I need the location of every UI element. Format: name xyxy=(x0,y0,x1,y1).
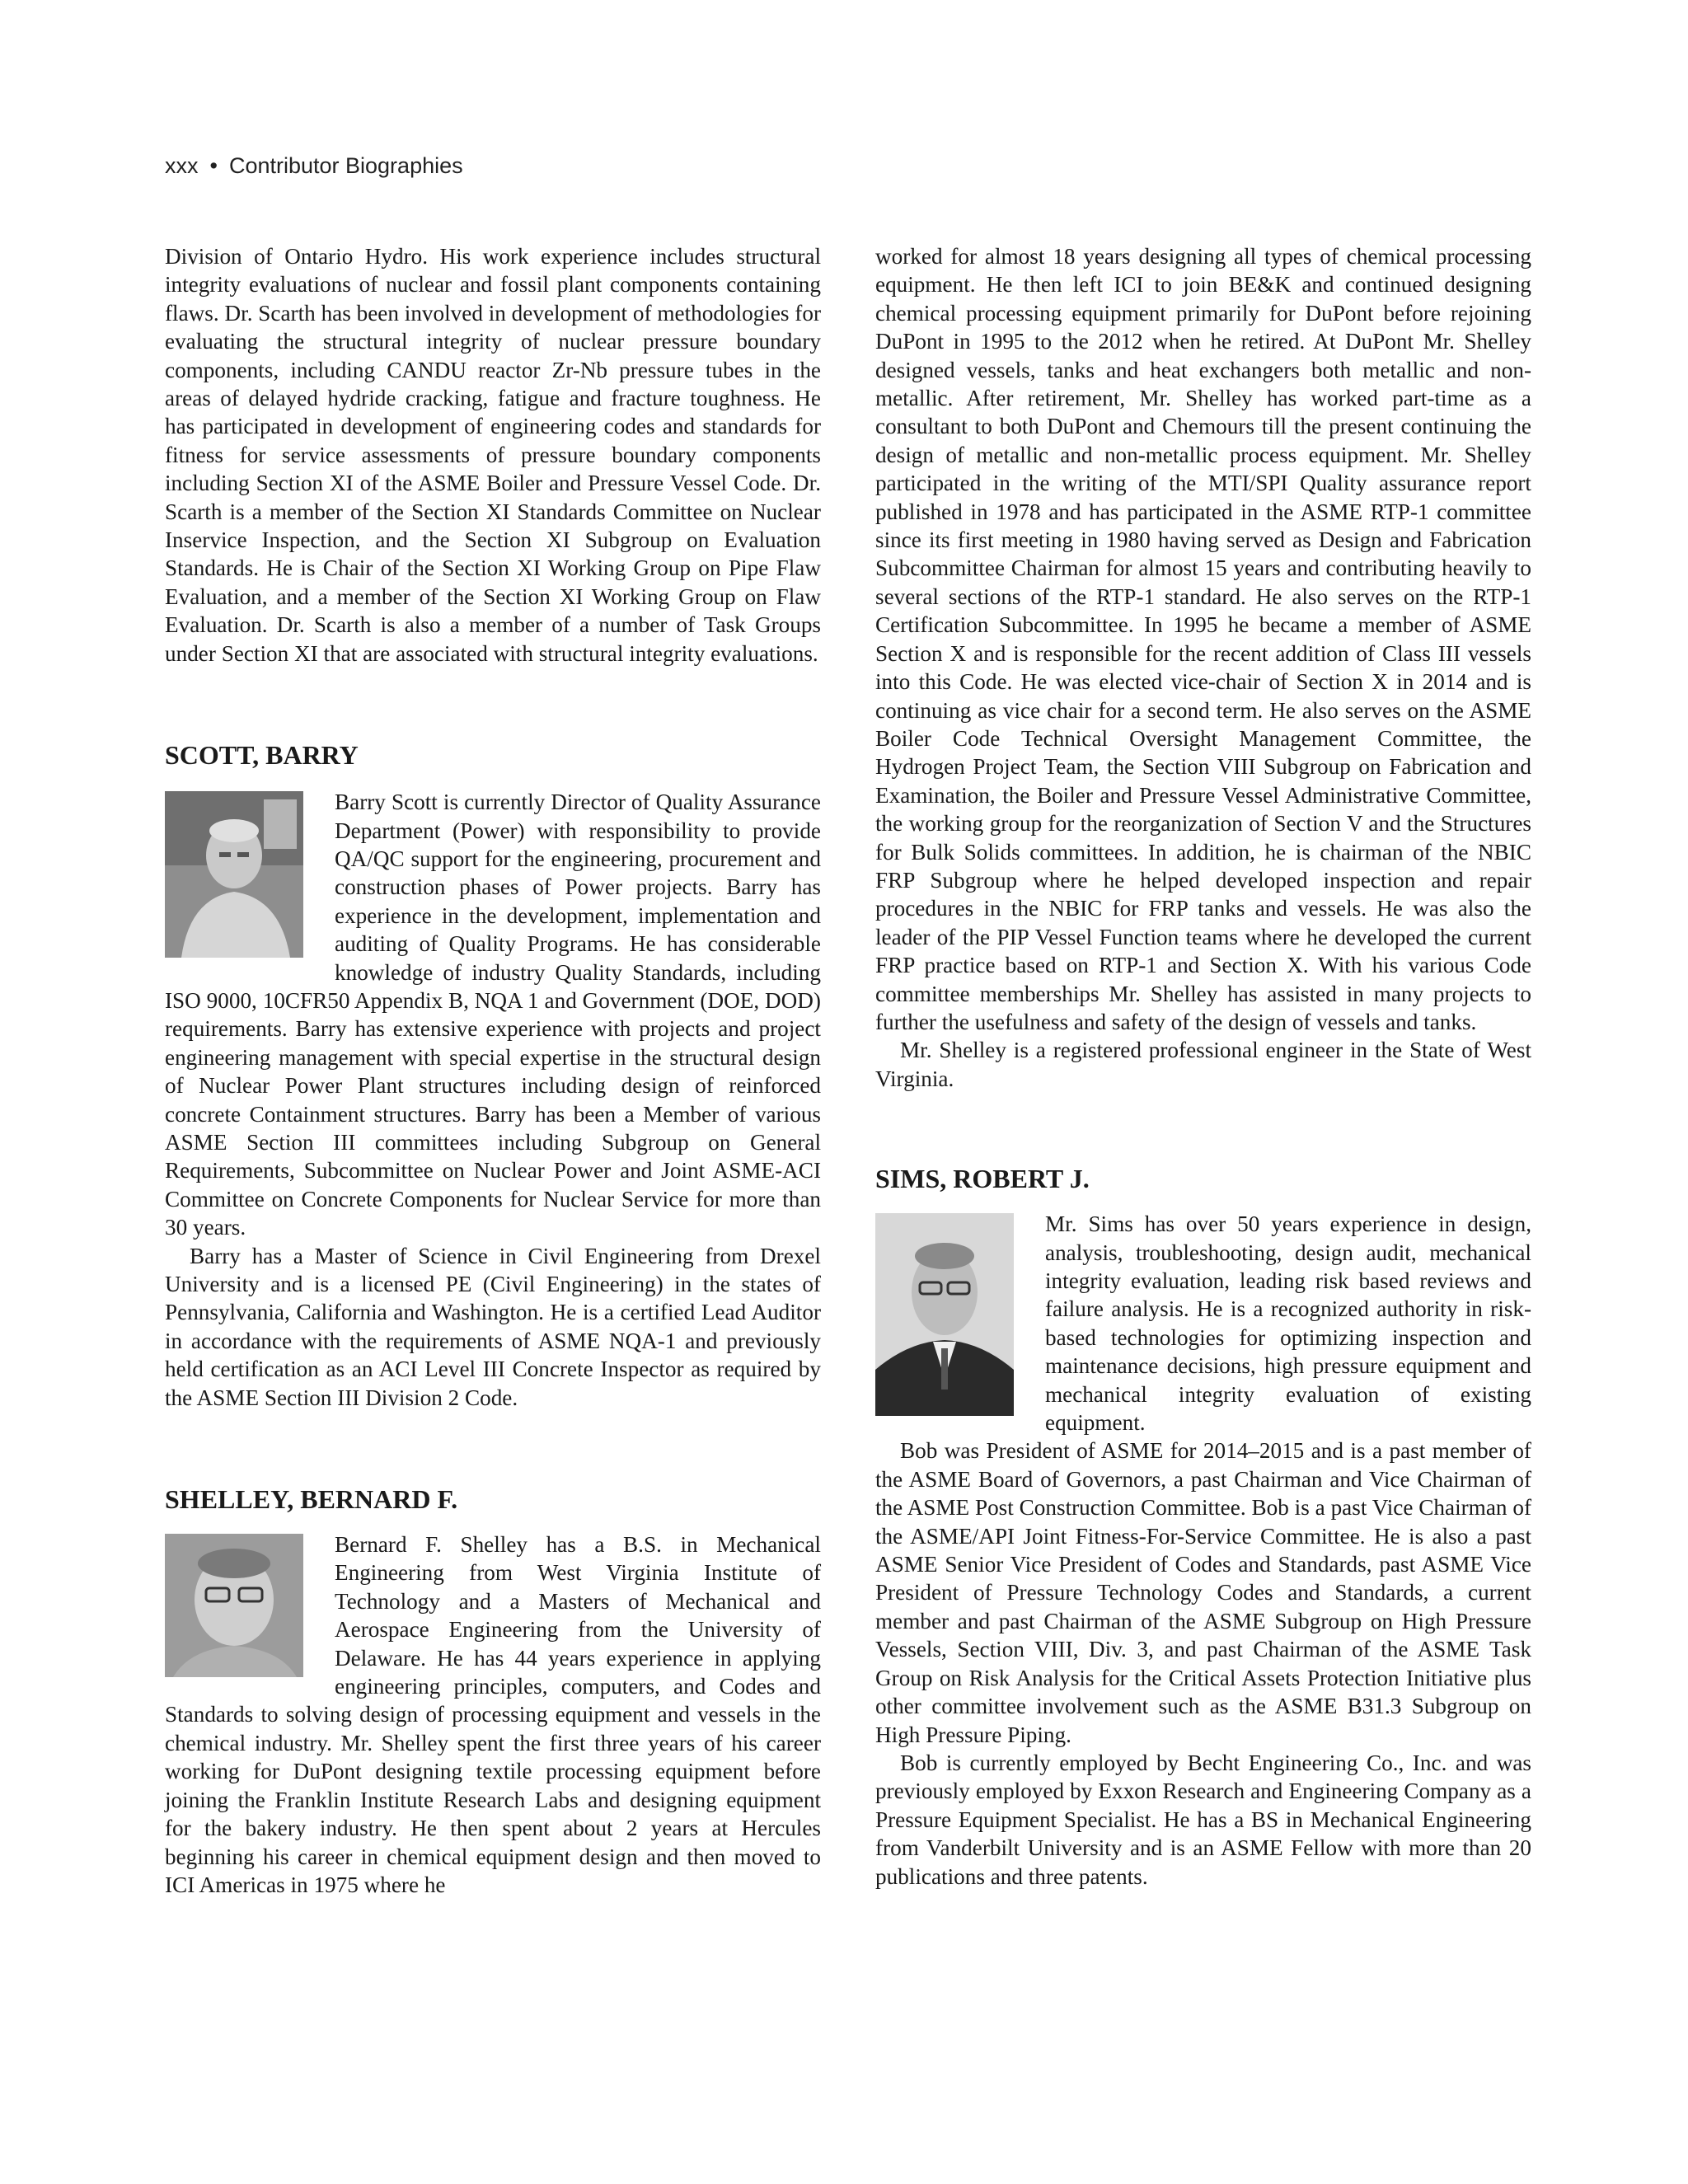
scarth-bio-continued: Division of Ontario Hydro. His work experience includes structural integrity evaluations of nuclear and fossil plant components containing flaws. Dr. Scarth has been involved in development of methodologies for evaluating the structural integrity of nuclear pressure boundary components, including CANDU reactor Zr-Nb pressure tubes in the areas of delayed hydride cracking, fatigue and fracture toughness. He has participated in development of engineering codes and standards for fitness for service assessments of pressure boundary components including Section XI of the ASME Boiler and Pressure Vessel Code. Dr. Scarth is a member of the Section XI Standards Committee on Nuclear Inservice Inspection, and the Section XI Subgroup on Evaluation Standards. He is Chair of the Section XI Working Group on Pipe Flaw Evaluation, and a member of the Section XI Working Group on Flaw Evaluation. Dr. Scarth is also a member of a number of Task Groups under Section XI that are associated with structural integrity evaluations. xyxy=(165,244,821,666)
shelley-bio-paragraph-1-left: Bernard F. Shelley has a B.S. in Mechanical Engineering from West Virginia Institute of Technology and a Masters of Mechanical and Aerospace Engineering from the University of Delaware. He has 44 years experience in applying engineering principles, computers, and Codes and Standards to solving design of processing equipment and vessels in the chemical industry. Mr. Shelley spent the first three years of his career working for DuPont designing textile processing equipment before joining the Franklin Institute Research Labs and designing equipment for the bakery industry. He then spent about 2 years at Hercules beginning his career in chemical equipment design and then moved to ICI Americas in 1975 where he xyxy=(165,1532,821,1897)
shelley-portrait-photo xyxy=(165,1534,303,1677)
sims-bio-paragraph-2: Bob was President of ASME for 2014–2015 and is a past member of the ASME Board of Governors, a past Chairman and Vice Chairman of the ASME Post Construction Committee. Bob is a past Vice Chairman of the ASME/API Joint Fitness-For-Service Committee. He is also a past ASME Senior Vice President of Codes and Standards, past ASME Vice President of Pressure Technology Codes and Standards, a current member and past Chairman of the ASME Subgroup on High Pressure Vessels, Section VIII, Div. 3, and past Chairman of the ASME Task Group on Risk Analysis for the Critical Assets Protection Initiative plus other committee involvement such as the ASME B31.3 Subgroup on High Pressure Piping. xyxy=(875,1438,1531,1747)
right-column xyxy=(875,242,1531,1891)
shelley-bio-paragraph-1-continued: worked for almost 18 years designing all types of chemical processing equipment. He then left ICI to join BE&K and continued designing chemical processing equipment primarily for DuPont before rejoining DuPont in 1995 to the 2012 when he retired. At DuPont Mr. Shelley designed vessels, tanks and heat exchangers both metallic and non-metallic. After retirement, Mr. Shelley has worked part-time as a consultant to both DuPont and Chemours till the present continuing the design of metallic and non-metallic process equipment. Mr. Shelley participated in the writing of the MTI/SPI Quality assurance report published in 1978 and has participated in the ASME RTP-1 committee since its first meeting in 1980 having served as Design and Fabrication Subcommittee Chairman for almost 15 years and contributing heavily to several sections of the RTP-1 standard. He also serves on the RTP-1 Certification Subcommittee. In 1995 he became a member of ASME Section X and is responsible for the recent addition of Class III vessels into this Code. He was elected vice-chair of Section X in 2014 and is continuing as vice chair for a second term. He also serves on the ASME Boiler Code Technical Oversight Management Committee, the Hydrogen Project Team, the Section VIII Subgroup on Fabrication and Examination, the Boiler and Pressure Vessel Administrative Committee, the working group for the reorganization of Section V and the Structures for Bulk Solids committees. In addition, he is chairman of the NBIC FRP Subgroup where he helped developed inspection and repair procedures in the NBIC for FRP tanks and vessels. He was also the leader of the PIP Vessel Function teams where he developed the current FRP practice based on RTP-1 and Section X. With his various Code committee memberships Mr. Shelley has assisted in many projects to further the usefulness and safety of the design of vessels and tanks. xyxy=(875,244,1531,1034)
bullet-separator: • xyxy=(209,153,218,178)
shelley-bio-paragraph-2: Mr. Shelley is a registered professional engineer in the State of West Virginia. xyxy=(875,1038,1531,1091)
scott-bio-paragraph-1: Barry Scott is currently Director of Quality Assurance Department (Power) with responsibility to provide QA/QC support for the engineering, procurement and construction phases of Power projects. Barry has experience in the development, implementation and auditing of Quality Programs. He has considerable knowledge of industry Quality Standards, including ISO 9000, 10CFR50 Appendix B, NQA 1 and Government (DOE, DOD) requirements. Barry has extensive experience with projects and project engineering management with special expertise in the structural design of Nuclear Power Plant structures including design of reinforced concrete Containment structures. Barry has been a Member of various ASME Section III committees including Subgroup on General Requirements, Subcommittee on Nuclear Power and Joint ASME-ACI Committee on Concrete Components for Nuclear Service for more than 30 years. xyxy=(165,790,821,1240)
left-column xyxy=(165,242,821,1899)
scott-portrait-photo xyxy=(165,791,303,958)
scott-heading: SCOTT, BARRY xyxy=(165,740,359,771)
sims-portrait-photo xyxy=(875,1213,1014,1416)
sims-bio-paragraph-1: Mr. Sims has over 50 years experience in design, analysis, troubleshooting, design audit, mechanical integrity evaluation, leading risk based reviews and failure analysis. He is a recognized authority in risk-based technologies for optimizing inspection and maintenance decisions, high pressure equipment and mechanical integrity evaluation of existing equipment. xyxy=(1045,1212,1531,1436)
page-number: xxx xyxy=(165,153,199,178)
scott-bio-paragraph-2: Barry has a Master of Science in Civil Engineering from Drexel University and is a licensed PE (Civil Engineering) in the states of Pennsylvania, California and Washington. He is a certified Lead Auditor in accordance with the requirements of ASME NQA-1 and previously held certification as an ACI Level III Concrete Inspector as required by the ASME Section III Division 2 Code. xyxy=(165,1243,821,1410)
sims-heading: SIMS, ROBERT J. xyxy=(875,1164,1090,1194)
running-header xyxy=(165,153,463,179)
section-title: Contributor Biographies xyxy=(228,153,463,178)
sims-bio-paragraph-3: Bob is currently employed by Becht Engineering Co., Inc. and was previously employed by Exxon Research and Engineering Company as a Pressure Equipment Specialist. He has a BS in Mechanical Engineering from Vanderbilt University and is an ASME Fellow with more than 20 publications and three patents. xyxy=(875,1750,1531,1889)
shelley-heading: SHELLEY, BERNARD F. xyxy=(165,1484,458,1515)
